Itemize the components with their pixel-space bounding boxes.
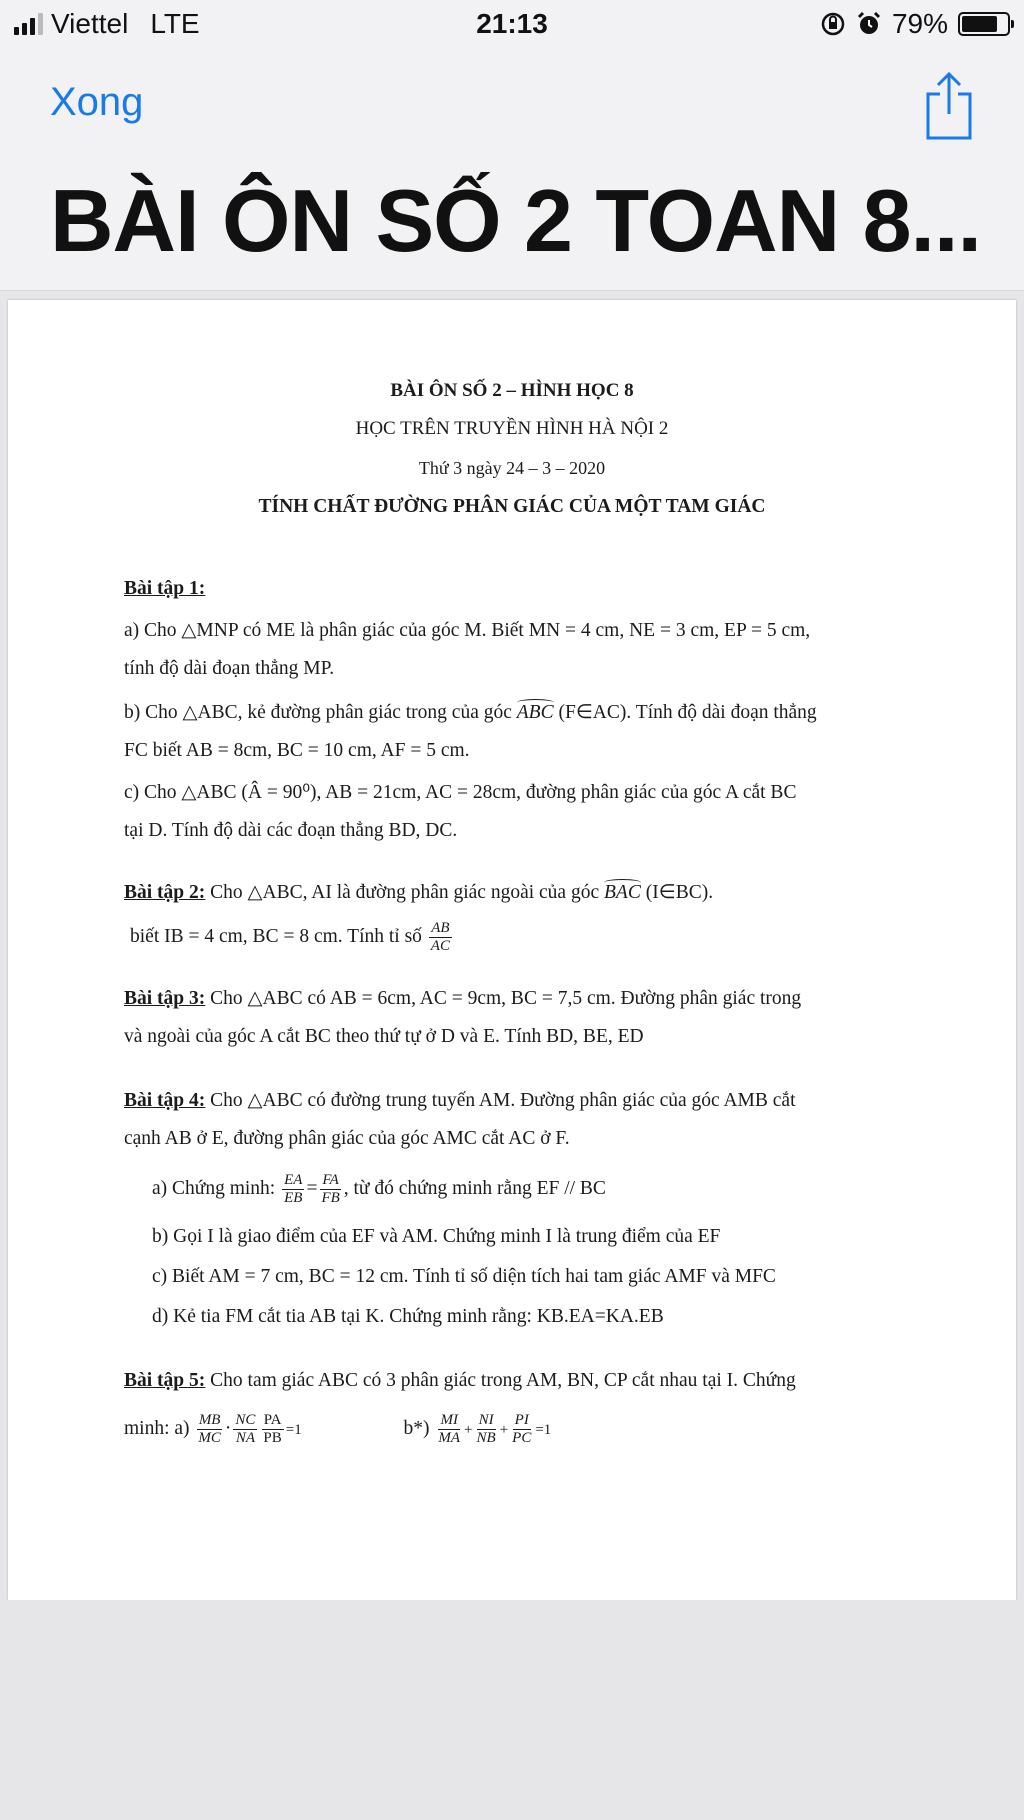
exercise-1-a-line-1: a) Cho △MNP có ME là phân giác của góc M. Biết MN = 4 cm, NE = 3 cm, EP = 5 cm,	[124, 620, 811, 641]
frac-num: MI	[440, 1412, 458, 1428]
frac-num: EA	[284, 1172, 303, 1188]
exercise-2-post: (I∈BC).	[640, 882, 714, 903]
fraction-mb-mc	[196, 1412, 223, 1447]
exercise-4-text: Cho △ABC có đường trung tuyến AM. Đường phân giác của góc AMB cắt	[205, 1090, 796, 1111]
plus-sign: +	[464, 1421, 473, 1438]
exercise-1-b-line-2: FC biết AB = 8cm, BC = 10 cm, AF = 5 cm.	[124, 740, 470, 761]
exercise-2-pre: Cho △ABC, AI là đường phân giác ngoài của góc	[205, 882, 604, 903]
frac-den: PB	[263, 1430, 282, 1446]
exercise-4-d: d) Kẻ tia FM cắt tia AB tại K. Chứng minh rằng: KB.EA=KA.EB	[152, 1306, 664, 1327]
equals-one: =1	[285, 1421, 302, 1438]
frac-den: NB	[476, 1430, 496, 1446]
fraction-mi-ma	[436, 1412, 462, 1447]
frac-den: EB	[284, 1190, 303, 1206]
exercise-5-line-2	[124, 1412, 551, 1447]
equals-sign: =	[306, 1177, 318, 1199]
status-right	[820, 8, 1010, 40]
angle-abc: ABC	[516, 702, 554, 723]
exercise-5-b-pre: b*)	[403, 1417, 430, 1439]
fraction-fa-fb	[319, 1172, 341, 1207]
exercise-5-line-1	[124, 1370, 796, 1392]
doc-date: Thứ 3 ngày 24 – 3 – 2020	[418, 458, 606, 478]
frac-num: PA	[263, 1412, 282, 1428]
battery-fill	[962, 16, 997, 32]
exercise-1-c-line-1: c) Cho △ABC (Â = 90⁰), AB = 21cm, AC = 28cm, đường phân giác của góc A cắt BC	[124, 782, 797, 803]
exercise-4-b: b) Gọi I là giao điểm của EF và AM. Chứng minh I là trung điểm của EF	[152, 1226, 721, 1247]
exercise-3-title: Bài tập 3:	[124, 988, 206, 1009]
frac-num: NC	[235, 1412, 256, 1428]
angle-bac: BAC	[604, 882, 641, 903]
share-icon[interactable]	[922, 70, 976, 142]
fraction-nc-na	[233, 1412, 257, 1447]
exercise-3-line-1	[124, 986, 801, 1010]
frac-num: MB	[198, 1412, 221, 1428]
equals-one: =1	[535, 1421, 552, 1438]
exercise-2-title: Bài tập 2:	[124, 882, 206, 903]
clock: 21:13	[476, 8, 548, 39]
exercise-3-line-2: và ngoài của góc A cắt BC theo thứ tự ở D và E. Tính BD, BE, ED	[124, 1026, 644, 1047]
exercise-5-title: Bài tập 5:	[124, 1370, 206, 1391]
plus-sign: +	[499, 1421, 509, 1438]
network-label: LTE	[150, 8, 200, 39]
exercise-4-c: c) Biết AM = 7 cm, BC = 12 cm. Tính tỉ số diện tích hai tam giác AMF và MFC	[152, 1266, 776, 1287]
fraction-pa-pb	[261, 1412, 283, 1447]
orientation-lock-icon	[820, 11, 846, 37]
exercise-4-line-1	[124, 1088, 796, 1112]
doc-heading-1: BÀI ÔN SỐ 2 – HÌNH HỌC 8	[390, 380, 634, 401]
exercise-4-a	[152, 1172, 606, 1207]
done-button[interactable]: Xong	[50, 80, 144, 124]
document-page[interactable]	[8, 300, 1016, 1600]
battery-icon	[958, 12, 1010, 36]
page-title: BÀI ÔN SỐ 2 TOAN 8...	[50, 171, 981, 270]
frac-den: PC	[512, 1430, 532, 1446]
frac-den: NA	[235, 1430, 255, 1446]
status-bar	[0, 0, 1024, 52]
exercise-1-a-line-2: tính độ dài đoạn thẳng MP.	[124, 658, 335, 679]
exercise-2-line-1	[124, 880, 713, 904]
background-area	[0, 1600, 1024, 1820]
frac-num: NI	[478, 1412, 494, 1428]
doc-topic: TÍNH CHẤT ĐƯỜNG PHÂN GIÁC CỦA MỘT TAM GIÁC	[258, 496, 766, 517]
exercise-1-title: Bài tập 1:	[124, 578, 206, 599]
fraction-ni-nb	[475, 1412, 498, 1447]
exercise-5-a-pre: minh: a)	[124, 1417, 190, 1439]
exercise-4-a-post: , từ đó chứng minh rằng EF // BC	[343, 1177, 606, 1199]
carrier-label: Viettel	[51, 8, 129, 39]
frac-den: MA	[438, 1430, 461, 1446]
frac-num: AB	[431, 920, 450, 936]
exercise-1-b-line-1	[124, 700, 817, 724]
exercise-5-text: Cho tam giác ABC có 3 phân giác trong AM, BN, CP cắt nhau tại I. Chứng	[205, 1370, 796, 1391]
frac-num: FA	[322, 1172, 339, 1188]
frac-num: PI	[514, 1412, 529, 1428]
battery-percent: 79%	[891, 8, 948, 39]
frac-den: FB	[321, 1190, 340, 1206]
exercise-4-title: Bài tập 4:	[124, 1090, 206, 1111]
exercise-4-line-2: cạnh AB ở E, đường phân giác của góc AMC cắt AC ở F.	[124, 1128, 570, 1149]
exercise-2-line-2	[130, 920, 454, 955]
frac-den: MC	[198, 1430, 221, 1446]
nav-bar	[0, 52, 1024, 291]
alarm-icon	[856, 11, 882, 37]
dot-operator: ·	[224, 1417, 232, 1439]
fraction-ea-eb	[282, 1172, 304, 1207]
exercise-1-c-line-2: tại D. Tính độ dài các đoạn thẳng BD, DC.	[124, 820, 458, 841]
exercise-3-text: Cho △ABC có AB = 6cm, AC = 9cm, BC = 7,5 cm. Đường phân giác trong	[205, 988, 802, 1009]
doc-heading-2: HỌC TRÊN TRUYỀN HÌNH HÀ NỘI 2	[355, 418, 669, 439]
fraction-pi-pc	[510, 1412, 533, 1447]
frac-den: AC	[430, 938, 450, 954]
exercise-1-b-post: (F∈AC). Tính độ dài đoạn thẳng	[553, 702, 817, 723]
fraction-ab-ac	[429, 920, 452, 955]
exercise-2-text: biết IB = 4 cm, BC = 8 cm. Tính tỉ số	[130, 925, 422, 947]
exercise-4-a-pre: a) Chứng minh:	[152, 1177, 276, 1199]
exercise-1-b-pre: b) Cho △ABC, kẻ đường phân giác trong của góc	[124, 702, 517, 723]
